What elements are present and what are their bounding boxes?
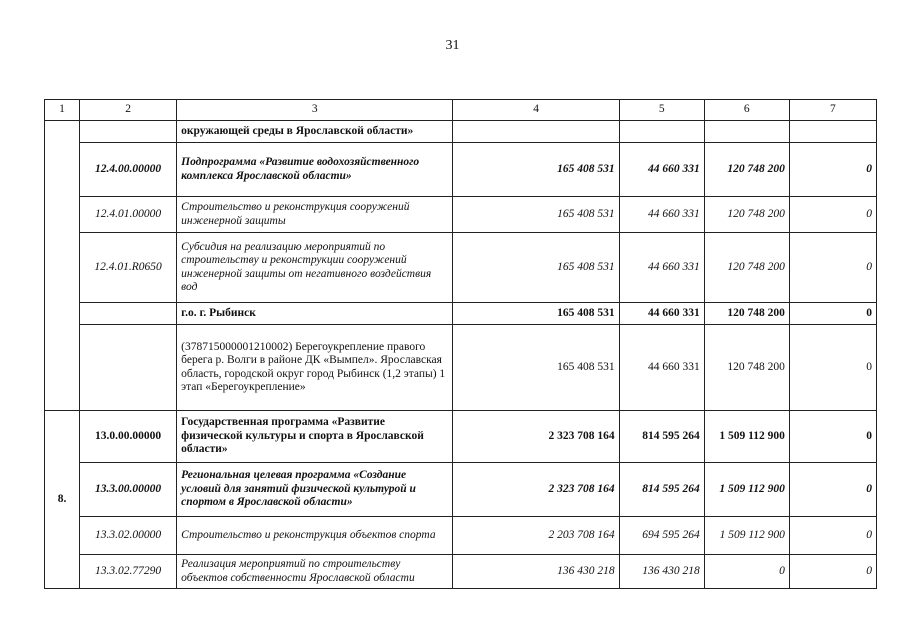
table-row bbox=[45, 517, 877, 555]
col7-cell: 0 bbox=[789, 411, 876, 463]
col6-cell: 0 bbox=[704, 555, 789, 589]
total-cell: 165 408 531 bbox=[453, 303, 619, 325]
header-cell-2: 2 bbox=[80, 100, 177, 121]
col5-cell: 44 660 331 bbox=[619, 325, 704, 411]
total-cell: 136 430 218 bbox=[453, 555, 619, 589]
total-cell bbox=[453, 121, 619, 143]
code-cell bbox=[80, 303, 177, 325]
code-cell: 13.0.00.00000 bbox=[80, 411, 177, 463]
col7-cell: 0 bbox=[789, 517, 876, 555]
code-cell: 12.4.01.00000 bbox=[80, 197, 177, 233]
col6-cell: 1 509 112 900 bbox=[704, 517, 789, 555]
col5-cell: 44 660 331 bbox=[619, 233, 704, 303]
col5-cell: 814 595 264 bbox=[619, 463, 704, 517]
table-row bbox=[45, 233, 877, 303]
col7-cell: 0 bbox=[789, 325, 876, 411]
name-cell: Региональная целевая программа «Создание условий для занятий физической культурой и спортом в Ярославской области» bbox=[177, 463, 453, 517]
name-cell: окружающей среды в Ярославской области» bbox=[177, 121, 453, 143]
name-cell: г.о. г. Рыбинск bbox=[177, 303, 453, 325]
table-row bbox=[45, 325, 877, 411]
col5-cell: 44 660 331 bbox=[619, 143, 704, 197]
table-row bbox=[45, 411, 877, 463]
col6-cell: 1 509 112 900 bbox=[704, 463, 789, 517]
col7-cell: 0 bbox=[789, 197, 876, 233]
row-index-cell: 8. bbox=[45, 411, 80, 589]
col6-cell: 120 748 200 bbox=[704, 303, 789, 325]
name-cell: Строительство и реконструкция сооружений инженерной защиты bbox=[177, 197, 453, 233]
total-cell: 2 323 708 164 bbox=[453, 463, 619, 517]
header-cell-6: 6 bbox=[704, 100, 789, 121]
header-cell-1: 1 bbox=[45, 100, 80, 121]
header-cell-5: 5 bbox=[619, 100, 704, 121]
name-cell: Строительство и реконструкция объектов спорта bbox=[177, 517, 453, 555]
total-cell: 2 323 708 164 bbox=[453, 411, 619, 463]
header-cell-3: 3 bbox=[177, 100, 453, 121]
name-cell: Субсидия на реализацию мероприятий по строительству и реконструкции сооружений инженерной защиты от негативного воздействия вод bbox=[177, 233, 453, 303]
table-row bbox=[45, 303, 877, 325]
total-cell: 165 408 531 bbox=[453, 197, 619, 233]
col5-cell: 694 595 264 bbox=[619, 517, 704, 555]
name-cell: Реализация мероприятий по строительству объектов собственности Ярославской области bbox=[177, 555, 453, 589]
name-cell: (378715000001210002) Берегоукрепление правого берега р. Волги в районе ДК «Вымпел». Ярославская область, городской округ город Рыбинск (1,2 этапы) 1 этап «Берегоукрепление» bbox=[177, 325, 453, 411]
col7-cell: 0 bbox=[789, 233, 876, 303]
total-cell: 165 408 531 bbox=[453, 143, 619, 197]
code-cell: 13.3.02.00000 bbox=[80, 517, 177, 555]
code-cell: 13.3.02.77290 bbox=[80, 555, 177, 589]
table-row bbox=[45, 555, 877, 589]
table-row bbox=[45, 197, 877, 233]
col6-cell: 120 748 200 bbox=[704, 233, 789, 303]
table-row bbox=[45, 121, 877, 143]
col5-cell: 136 430 218 bbox=[619, 555, 704, 589]
col6-cell: 120 748 200 bbox=[704, 197, 789, 233]
page-number: 31 bbox=[445, 38, 460, 53]
code-cell: 13.3.00.00000 bbox=[80, 463, 177, 517]
col7-cell: 0 bbox=[789, 555, 876, 589]
col5-cell: 814 595 264 bbox=[619, 411, 704, 463]
col6-cell: 120 748 200 bbox=[704, 143, 789, 197]
col5-cell bbox=[619, 121, 704, 143]
col7-cell bbox=[789, 121, 876, 143]
col7-cell: 0 bbox=[789, 143, 876, 197]
budget-table bbox=[44, 99, 877, 589]
code-cell bbox=[80, 325, 177, 411]
row-index-cell bbox=[45, 121, 80, 411]
name-cell: Подпрограмма «Развитие водохозяйственного комплекса Ярославской области» bbox=[177, 143, 453, 197]
code-cell: 12.4.01.R0650 bbox=[80, 233, 177, 303]
col7-cell: 0 bbox=[789, 463, 876, 517]
code-cell bbox=[80, 121, 177, 143]
col5-cell: 44 660 331 bbox=[619, 197, 704, 233]
code-cell: 12.4.00.00000 bbox=[80, 143, 177, 197]
col6-cell: 1 509 112 900 bbox=[704, 411, 789, 463]
col6-cell: 120 748 200 bbox=[704, 325, 789, 411]
header-cell-7: 7 bbox=[789, 100, 876, 121]
col5-cell: 44 660 331 bbox=[619, 303, 704, 325]
total-cell: 165 408 531 bbox=[453, 233, 619, 303]
header-row bbox=[45, 100, 877, 121]
total-cell: 165 408 531 bbox=[453, 325, 619, 411]
total-cell: 2 203 708 164 bbox=[453, 517, 619, 555]
col7-cell: 0 bbox=[789, 303, 876, 325]
col6-cell bbox=[704, 121, 789, 143]
header-cell-4: 4 bbox=[453, 100, 619, 121]
table-row bbox=[45, 463, 877, 517]
name-cell: Государственная программа «Развитие физической культуры и спорта в Ярославской области» bbox=[177, 411, 453, 463]
table-row bbox=[45, 143, 877, 197]
